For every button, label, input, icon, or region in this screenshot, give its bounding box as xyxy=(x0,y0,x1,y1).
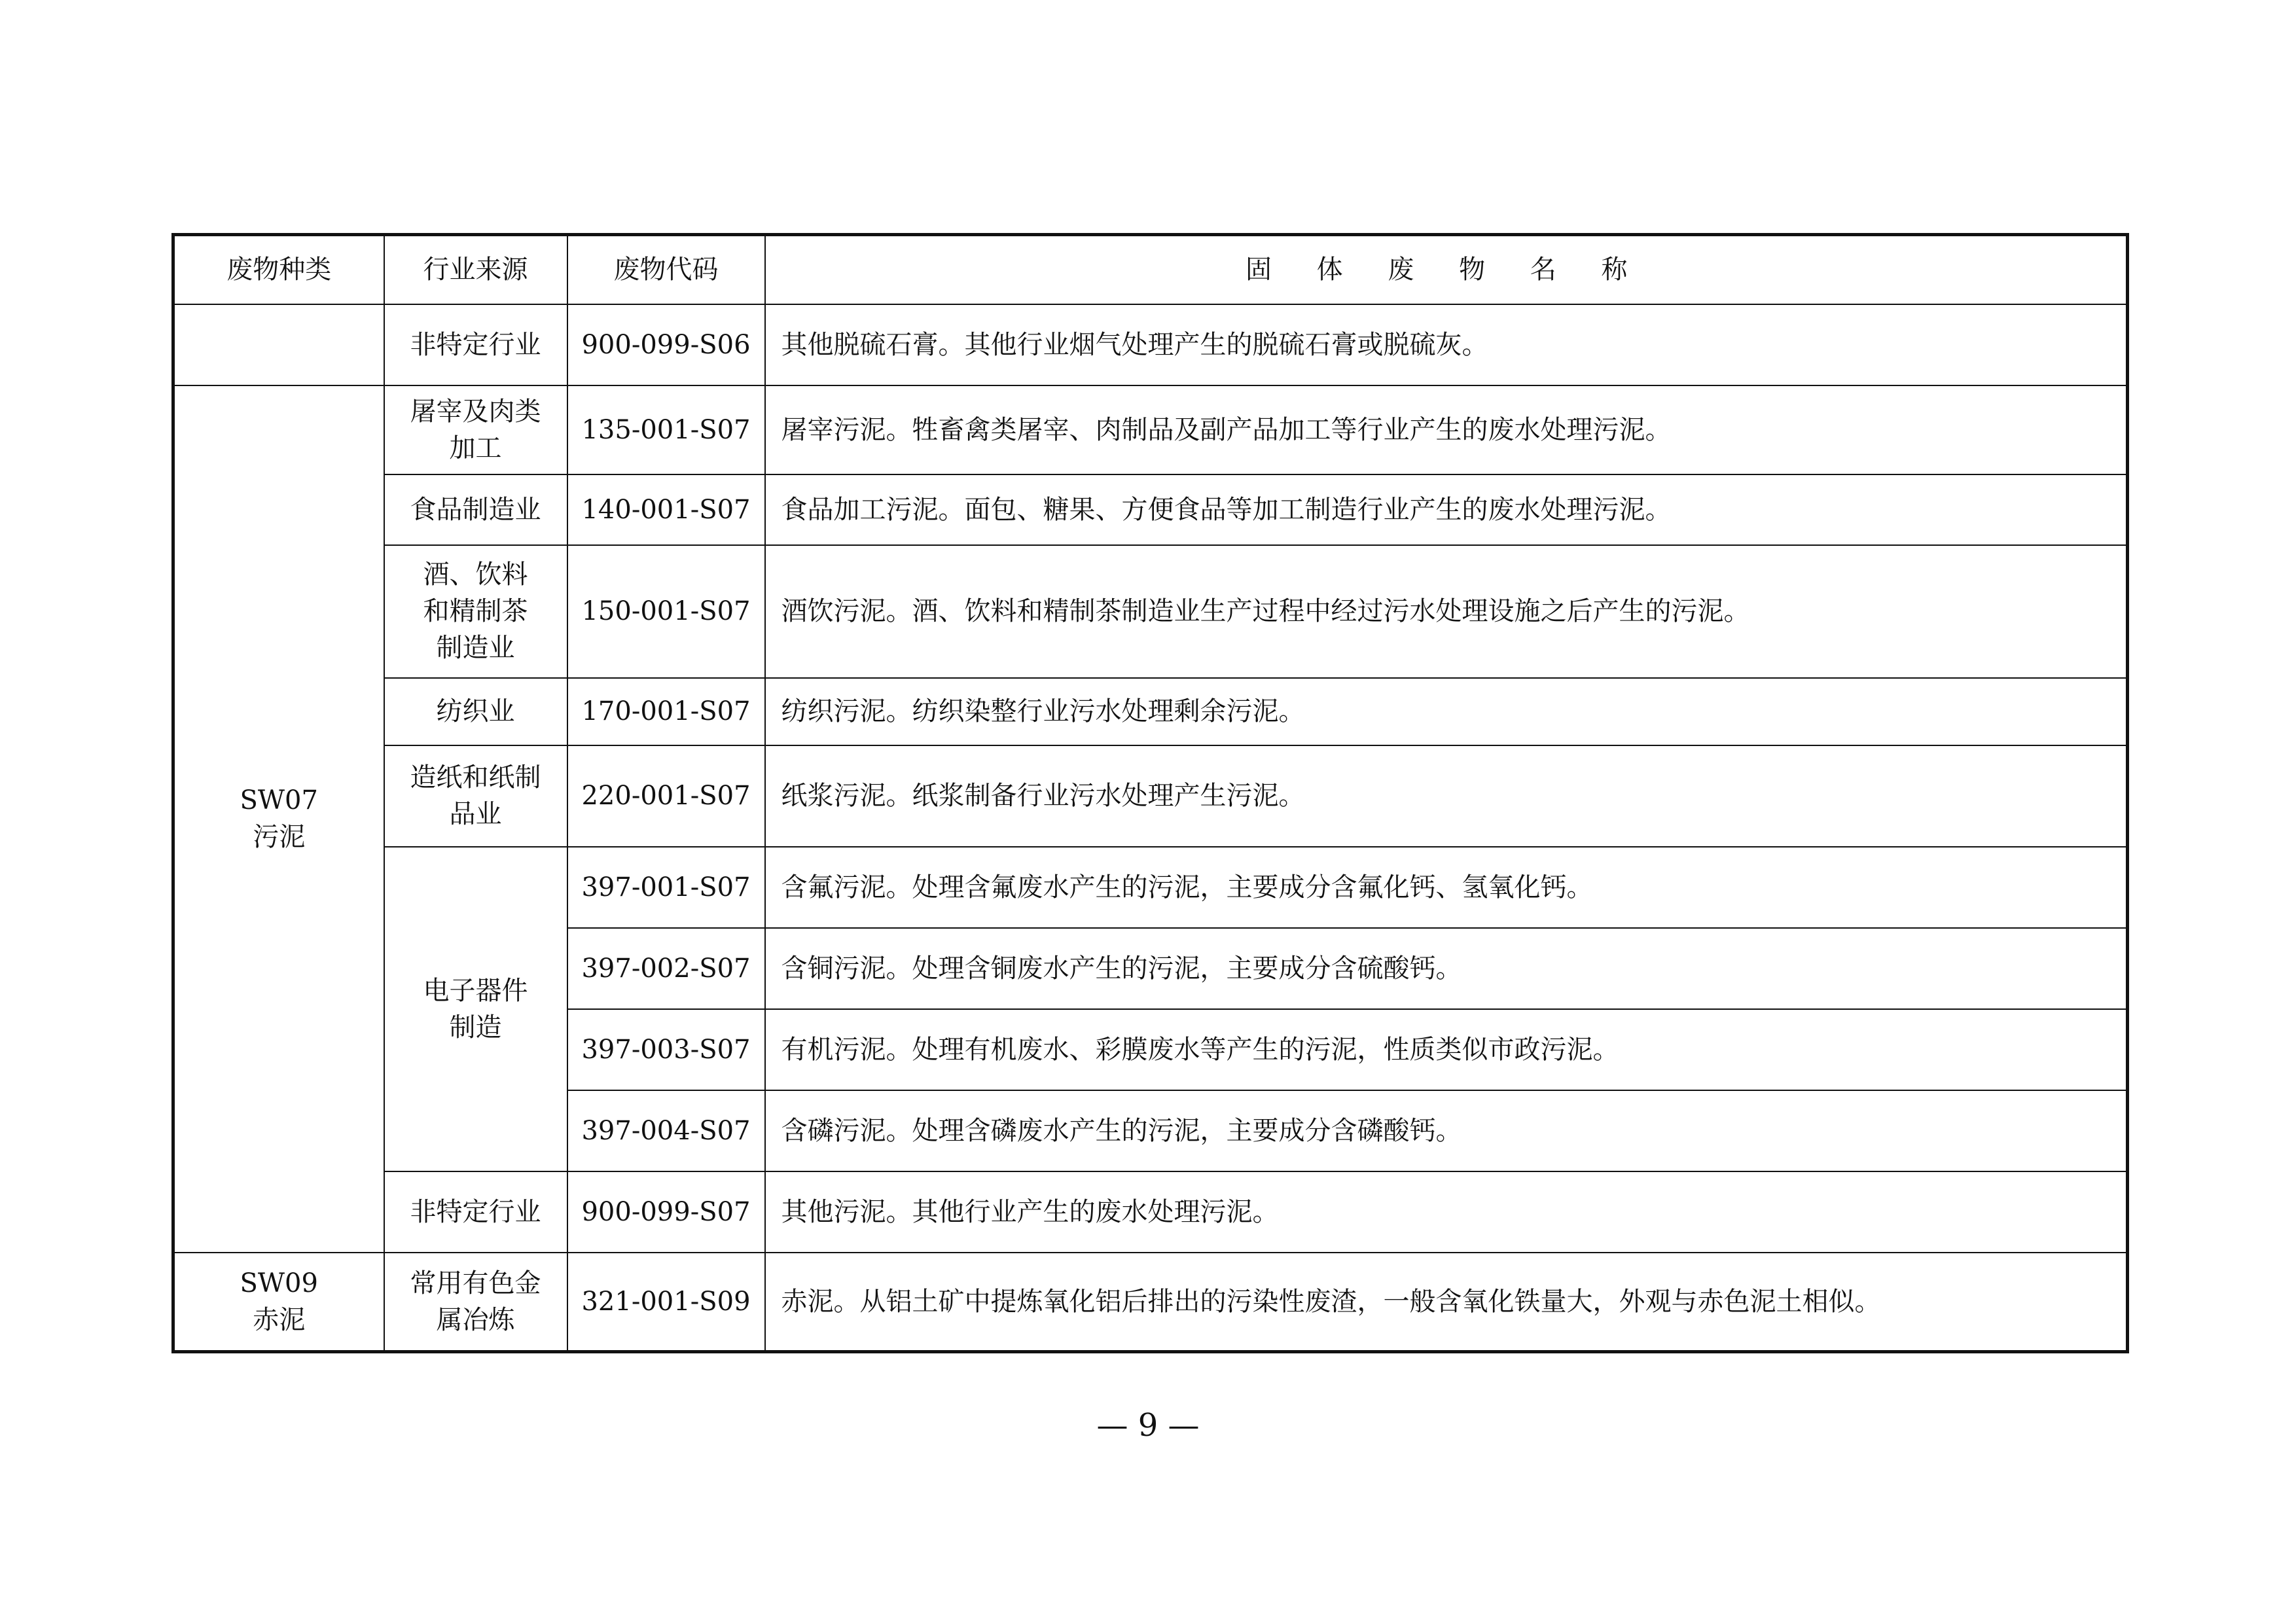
industry-cell-electronics xyxy=(384,847,567,1171)
category-cell-sw09 xyxy=(173,1253,384,1352)
category-label: 赤泥 xyxy=(253,1304,306,1335)
table-row xyxy=(173,474,2128,545)
waste-description-cell: 纺织污泥。纺织染整行业污水处理剩余污泥。 xyxy=(765,678,2128,745)
industry-cell xyxy=(384,474,567,545)
waste-code-cell: 135-001-S07 xyxy=(567,385,765,474)
industry-line: 屠宰及肉类 xyxy=(410,396,541,427)
table-row xyxy=(173,545,2128,678)
waste-code-cell: 900-099-S06 xyxy=(567,304,765,385)
header-row xyxy=(173,235,2128,304)
category-label: 污泥 xyxy=(253,822,306,852)
waste-description-cell: 含磷污泥。处理含磷废水产生的污泥，主要成分含磷酸钙。 xyxy=(765,1090,2128,1171)
table-row xyxy=(173,678,2128,745)
category-code: SW07 xyxy=(240,785,318,815)
industry-cell xyxy=(384,304,567,385)
table-row xyxy=(173,745,2128,847)
page-number: — 9 — xyxy=(1096,1407,1200,1444)
waste-description-cell: 赤泥。从铝土矿中提炼氧化铝后排出的污染性废渣，一般含氧化铁量大，外观与赤色泥土相似。 xyxy=(765,1253,2128,1352)
industry-line: 加工 xyxy=(449,433,502,463)
industry-line: 非特定行业 xyxy=(410,329,541,360)
waste-catalog-table xyxy=(171,233,2129,1353)
industry-line: 品业 xyxy=(449,799,502,829)
waste-code-cell: 900-099-S07 xyxy=(567,1171,765,1253)
header-industry: 行业来源 xyxy=(384,235,567,304)
header-waste-name: 固 体 废 物 名 称 xyxy=(765,235,2128,304)
waste-code-cell: 397-004-S07 xyxy=(567,1090,765,1171)
waste-description-cell: 食品加工污泥。面包、糖果、方便食品等加工制造行业产生的废水处理污泥。 xyxy=(765,474,2128,545)
waste-code-cell: 150-001-S07 xyxy=(567,545,765,678)
waste-description-cell: 纸浆污泥。纸浆制备行业污水处理产生污泥。 xyxy=(765,745,2128,847)
waste-code-cell: 220-001-S07 xyxy=(567,745,765,847)
waste-description-cell: 屠宰污泥。牲畜禽类屠宰、肉制品及副产品加工等行业产生的废水处理污泥。 xyxy=(765,385,2128,474)
table-row xyxy=(173,385,2128,474)
header-category: 废物种类 xyxy=(173,235,384,304)
waste-catalog-table-wrapper xyxy=(171,233,2126,1353)
industry-line: 纺织业 xyxy=(436,696,515,726)
waste-description-cell: 有机污泥。处理有机废水、彩膜废水等产生的污泥，性质类似市政污泥。 xyxy=(765,1009,2128,1090)
industry-line: 属冶炼 xyxy=(436,1304,515,1335)
industry-line: 常用有色金 xyxy=(410,1268,541,1298)
waste-description-cell: 含铜污泥。处理含铜废水产生的污泥，主要成分含硫酸钙。 xyxy=(765,928,2128,1009)
table-row xyxy=(173,304,2128,385)
industry-cell xyxy=(384,678,567,745)
waste-code-cell: 397-003-S07 xyxy=(567,1009,765,1090)
industry-line: 酒、饮料 xyxy=(423,560,528,590)
table-row xyxy=(173,847,2128,928)
header-code: 废物代码 xyxy=(567,235,765,304)
category-cell-empty xyxy=(173,304,384,385)
waste-code-cell: 140-001-S07 xyxy=(567,474,765,545)
industry-cell xyxy=(384,1171,567,1253)
waste-description-cell: 其他脱硫石膏。其他行业烟气处理产生的脱硫石膏或脱硫灰。 xyxy=(765,304,2128,385)
category-cell-sw07 xyxy=(173,385,384,1253)
industry-line: 电子器件 xyxy=(423,975,528,1006)
industry-cell xyxy=(384,1253,567,1352)
industry-line: 非特定行业 xyxy=(410,1196,541,1227)
industry-cell xyxy=(384,385,567,474)
waste-description-cell: 酒饮污泥。酒、饮料和精制茶制造业生产过程中经过污水处理设施之后产生的污泥。 xyxy=(765,545,2128,678)
industry-line: 制造业 xyxy=(436,633,515,663)
industry-line: 造纸和纸制 xyxy=(410,762,541,793)
waste-code-cell: 397-001-S07 xyxy=(567,847,765,928)
category-code: SW09 xyxy=(240,1268,318,1298)
industry-line: 食品制造业 xyxy=(410,494,541,525)
industry-cell xyxy=(384,545,567,678)
waste-code-cell: 321-001-S09 xyxy=(567,1253,765,1352)
waste-description-cell: 其他污泥。其他行业产生的废水处理污泥。 xyxy=(765,1171,2128,1253)
waste-description-cell: 含氟污泥。处理含氟废水产生的污泥，主要成分含氟化钙、氢氧化钙。 xyxy=(765,847,2128,928)
industry-line: 和精制茶 xyxy=(423,596,528,626)
table-row xyxy=(173,1253,2128,1352)
industry-line: 制造 xyxy=(449,1012,502,1043)
waste-code-cell: 397-002-S07 xyxy=(567,928,765,1009)
industry-cell xyxy=(384,745,567,847)
waste-code-cell: 170-001-S07 xyxy=(567,678,765,745)
table-row xyxy=(173,1171,2128,1253)
